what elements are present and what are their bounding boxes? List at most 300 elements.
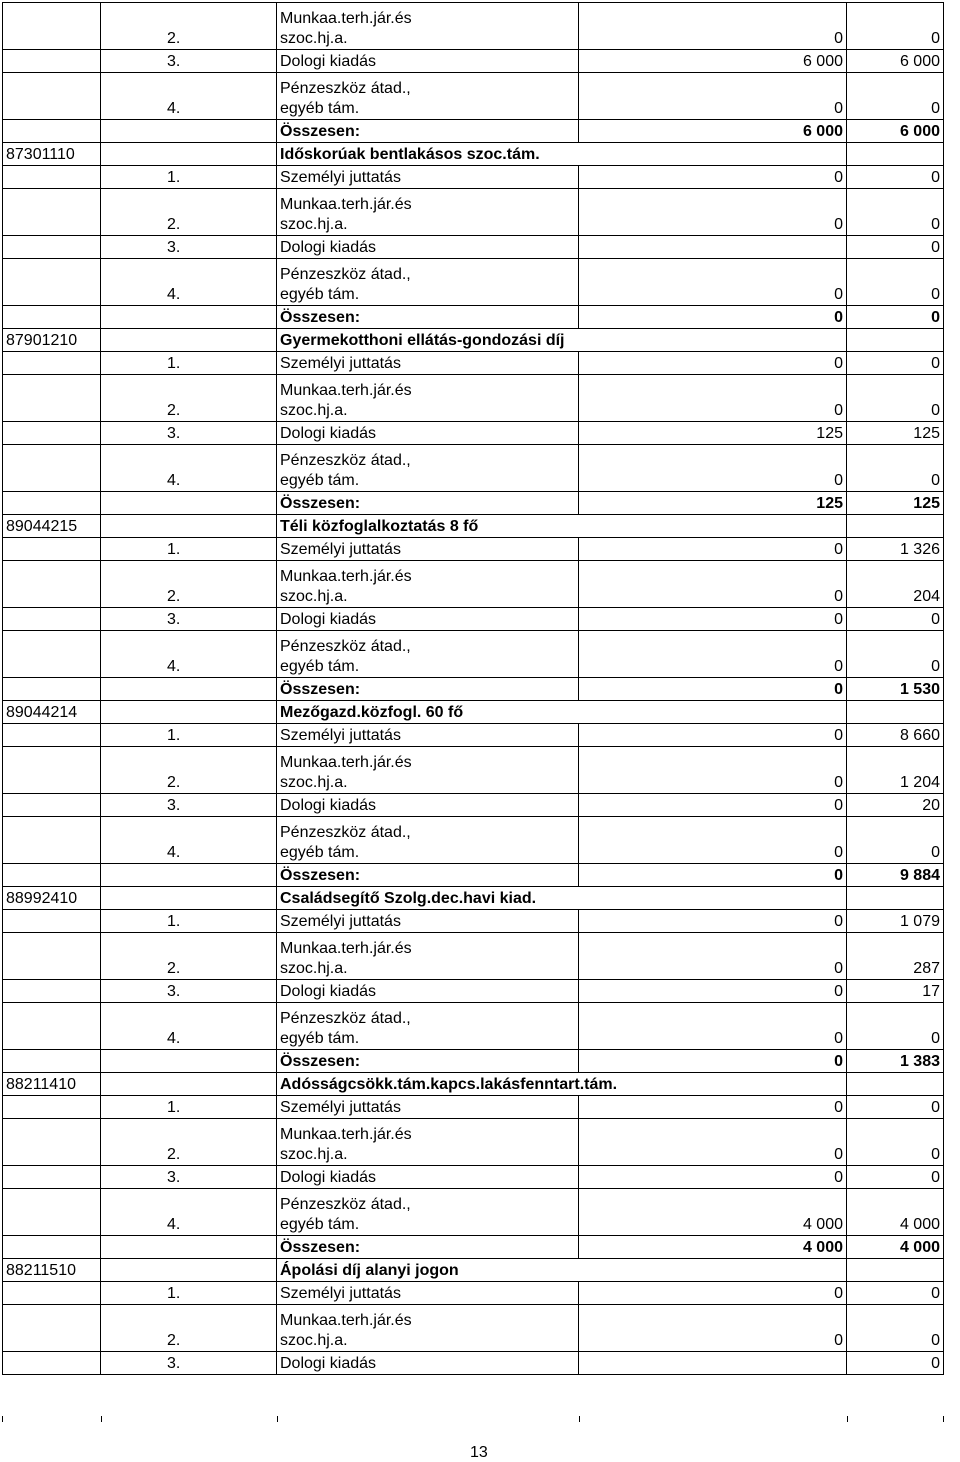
item-code bbox=[3, 794, 101, 817]
item-label bbox=[277, 445, 579, 492]
item-number bbox=[101, 1282, 277, 1305]
item-number-text: 2. bbox=[167, 588, 181, 605]
item-label bbox=[277, 73, 579, 120]
total-value-2: 1 530 bbox=[847, 678, 944, 701]
item-code bbox=[3, 50, 101, 73]
item-row bbox=[3, 794, 944, 817]
item-code bbox=[3, 747, 101, 794]
item-number bbox=[101, 1166, 277, 1189]
item-value-1: 0 bbox=[579, 561, 847, 608]
item-value-2: 0 bbox=[847, 259, 944, 306]
item-label-line: Munkaa.terh.jár.és bbox=[280, 568, 412, 585]
section-title: Családsegítő Szolg.dec.havi kiad. bbox=[277, 887, 847, 910]
item-row bbox=[3, 189, 944, 236]
item-code bbox=[3, 1096, 101, 1119]
item-value-1: 125 bbox=[579, 422, 847, 445]
item-value-2: 0 bbox=[847, 1166, 944, 1189]
item-number bbox=[101, 352, 277, 375]
item-code bbox=[3, 561, 101, 608]
item-code bbox=[3, 724, 101, 747]
section-code: 88211410 bbox=[3, 1073, 101, 1096]
item-value-1 bbox=[579, 236, 847, 259]
item-label bbox=[277, 538, 579, 561]
item-number bbox=[101, 747, 277, 794]
item-code bbox=[3, 166, 101, 189]
item-label bbox=[277, 1119, 579, 1166]
section-header-row bbox=[3, 1259, 944, 1282]
section-empty bbox=[847, 1259, 944, 1282]
item-value-1 bbox=[579, 1352, 847, 1375]
budget-table-body bbox=[3, 3, 944, 1375]
item-value-2: 0 bbox=[847, 1096, 944, 1119]
item-label-line: Munkaa.terh.jár.és bbox=[280, 1126, 412, 1143]
total-value-1: 125 bbox=[579, 492, 847, 515]
item-code bbox=[3, 1352, 101, 1375]
total-label: Összesen: bbox=[277, 1236, 579, 1259]
item-label bbox=[277, 259, 579, 306]
total-label: Összesen: bbox=[277, 1050, 579, 1073]
total-value-2: 0 bbox=[847, 306, 944, 329]
item-row bbox=[3, 1096, 944, 1119]
item-value-1: 0 bbox=[579, 352, 847, 375]
item-label-line: Munkaa.terh.jár.és bbox=[280, 754, 412, 771]
total-row bbox=[3, 1236, 944, 1259]
item-number bbox=[101, 50, 277, 73]
item-label-line: Személyi juttatás bbox=[280, 169, 401, 186]
item-code bbox=[3, 3, 101, 50]
item-row bbox=[3, 538, 944, 561]
item-label-line: Személyi juttatás bbox=[280, 1099, 401, 1116]
item-row bbox=[3, 1119, 944, 1166]
section-header-row bbox=[3, 701, 944, 724]
item-label bbox=[277, 1282, 579, 1305]
item-value-2: 8 660 bbox=[847, 724, 944, 747]
section-title: Mezőgazd.közfogl. 60 fő bbox=[277, 701, 847, 724]
item-code bbox=[3, 73, 101, 120]
item-value-2: 4 000 bbox=[847, 1189, 944, 1236]
item-value-1: 0 bbox=[579, 166, 847, 189]
item-value-1: 4 000 bbox=[579, 1189, 847, 1236]
item-value-1: 0 bbox=[579, 1119, 847, 1166]
item-value-2: 125 bbox=[847, 422, 944, 445]
item-label bbox=[277, 980, 579, 1003]
item-row bbox=[3, 73, 944, 120]
item-row bbox=[3, 1166, 944, 1189]
item-row bbox=[3, 422, 944, 445]
total-label: Összesen: bbox=[277, 306, 579, 329]
item-value-2: 1 079 bbox=[847, 910, 944, 933]
item-code bbox=[3, 1003, 101, 1050]
item-value-1: 0 bbox=[579, 538, 847, 561]
item-number-text: 1. bbox=[167, 541, 181, 558]
item-code bbox=[3, 608, 101, 631]
section-header-row bbox=[3, 1073, 944, 1096]
item-value-1: 0 bbox=[579, 747, 847, 794]
item-code bbox=[3, 1166, 101, 1189]
item-label-line: Személyi juttatás bbox=[280, 727, 401, 744]
item-value-2: 0 bbox=[847, 1282, 944, 1305]
item-label-line: szoc.hj.a. bbox=[280, 588, 348, 605]
item-code bbox=[3, 538, 101, 561]
item-label-line: szoc.hj.a. bbox=[280, 960, 348, 977]
item-number-text: 1. bbox=[167, 913, 181, 930]
item-label bbox=[277, 1189, 579, 1236]
item-number bbox=[101, 794, 277, 817]
table-continuation-stub bbox=[2, 1416, 944, 1422]
item-number-text: 3. bbox=[167, 983, 181, 1000]
item-number bbox=[101, 3, 277, 50]
item-number bbox=[101, 933, 277, 980]
item-number-text: 3. bbox=[167, 797, 181, 814]
item-label bbox=[277, 3, 579, 50]
item-label bbox=[277, 50, 579, 73]
item-label-line: egyéb tám. bbox=[280, 286, 360, 303]
item-label-line: Dologi kiadás bbox=[280, 1169, 377, 1186]
item-number-text: 2. bbox=[167, 30, 181, 47]
item-number bbox=[101, 166, 277, 189]
item-label-line: szoc.hj.a. bbox=[280, 216, 348, 233]
item-value-2: 0 bbox=[847, 236, 944, 259]
item-value-1: 6 000 bbox=[579, 50, 847, 73]
section-header-row bbox=[3, 887, 944, 910]
item-code bbox=[3, 1119, 101, 1166]
item-label-line: Pénzeszköz átad., bbox=[280, 266, 411, 283]
item-label-line: szoc.hj.a. bbox=[280, 30, 348, 47]
total-label: Összesen: bbox=[277, 120, 579, 143]
item-number bbox=[101, 445, 277, 492]
total-value-1: 0 bbox=[579, 306, 847, 329]
item-label-line: Dologi kiadás bbox=[280, 425, 377, 442]
section-empty bbox=[847, 143, 944, 166]
total-row bbox=[3, 1050, 944, 1073]
item-number-text: 4. bbox=[167, 286, 181, 303]
item-label-line: Személyi juttatás bbox=[280, 541, 401, 558]
section-header-row bbox=[3, 329, 944, 352]
item-label-line: szoc.hj.a. bbox=[280, 1332, 348, 1349]
item-number-text: 1. bbox=[167, 1285, 181, 1302]
item-number-text: 4. bbox=[167, 844, 181, 861]
item-label-line: Pénzeszköz átad., bbox=[280, 638, 411, 655]
total-spacer bbox=[101, 678, 277, 701]
total-spacer bbox=[101, 306, 277, 329]
item-number bbox=[101, 1096, 277, 1119]
total-value-1: 6 000 bbox=[579, 120, 847, 143]
item-number bbox=[101, 236, 277, 259]
item-number bbox=[101, 259, 277, 306]
item-label bbox=[277, 933, 579, 980]
item-number-text: 4. bbox=[167, 100, 181, 117]
item-label bbox=[277, 1305, 579, 1352]
item-number-text: 1. bbox=[167, 355, 181, 372]
item-label-line: Dologi kiadás bbox=[280, 53, 377, 70]
item-number-text: 2. bbox=[167, 402, 181, 419]
item-number-text: 1. bbox=[167, 727, 181, 744]
item-label-line: Pénzeszköz átad., bbox=[280, 80, 411, 97]
item-number bbox=[101, 73, 277, 120]
item-label-line: Munkaa.terh.jár.és bbox=[280, 196, 412, 213]
section-code: 89044215 bbox=[3, 515, 101, 538]
item-label-line: egyéb tám. bbox=[280, 658, 360, 675]
section-code: 87901210 bbox=[3, 329, 101, 352]
item-row bbox=[3, 3, 944, 50]
item-label-line: Dologi kiadás bbox=[280, 239, 377, 256]
item-number-text: 4. bbox=[167, 1030, 181, 1047]
section-spacer bbox=[101, 1259, 277, 1282]
section-title: Téli közfoglalkoztatás 8 fő bbox=[277, 515, 847, 538]
section-empty bbox=[847, 515, 944, 538]
item-code bbox=[3, 236, 101, 259]
section-header-row bbox=[3, 143, 944, 166]
item-value-2: 0 bbox=[847, 608, 944, 631]
item-value-1: 0 bbox=[579, 1282, 847, 1305]
item-value-1: 0 bbox=[579, 259, 847, 306]
total-value-2: 125 bbox=[847, 492, 944, 515]
item-row bbox=[3, 375, 944, 422]
section-spacer bbox=[101, 329, 277, 352]
item-label-line: Pénzeszköz átad., bbox=[280, 824, 411, 841]
item-label-line: Személyi juttatás bbox=[280, 355, 401, 372]
item-row bbox=[3, 933, 944, 980]
total-label: Összesen: bbox=[277, 678, 579, 701]
item-row bbox=[3, 747, 944, 794]
total-row bbox=[3, 678, 944, 701]
item-row bbox=[3, 50, 944, 73]
total-code bbox=[3, 678, 101, 701]
item-value-2: 0 bbox=[847, 352, 944, 375]
item-value-2: 0 bbox=[847, 73, 944, 120]
section-spacer bbox=[101, 701, 277, 724]
item-value-2: 0 bbox=[847, 445, 944, 492]
item-number bbox=[101, 1352, 277, 1375]
section-spacer bbox=[101, 1073, 277, 1096]
item-code bbox=[3, 910, 101, 933]
total-row bbox=[3, 492, 944, 515]
item-number bbox=[101, 724, 277, 747]
item-value-2: 0 bbox=[847, 1305, 944, 1352]
item-value-2: 0 bbox=[847, 166, 944, 189]
item-label bbox=[277, 1166, 579, 1189]
item-value-2: 6 000 bbox=[847, 50, 944, 73]
section-code: 88211510 bbox=[3, 1259, 101, 1282]
item-code bbox=[3, 933, 101, 980]
item-row bbox=[3, 259, 944, 306]
item-row bbox=[3, 631, 944, 678]
item-label bbox=[277, 1096, 579, 1119]
section-empty bbox=[847, 887, 944, 910]
item-number-text: 3. bbox=[167, 239, 181, 256]
item-label-line: Dologi kiadás bbox=[280, 1355, 377, 1372]
item-value-2: 1 326 bbox=[847, 538, 944, 561]
item-label-line: Személyi juttatás bbox=[280, 1285, 401, 1302]
item-value-2: 17 bbox=[847, 980, 944, 1003]
section-title: Időskorúak bentlakásos szoc.tám. bbox=[277, 143, 847, 166]
item-number-text: 3. bbox=[167, 611, 181, 628]
item-number bbox=[101, 1305, 277, 1352]
item-number-text: 2. bbox=[167, 216, 181, 233]
total-row bbox=[3, 120, 944, 143]
item-label-line: egyéb tám. bbox=[280, 844, 360, 861]
item-number bbox=[101, 1119, 277, 1166]
item-value-1: 0 bbox=[579, 794, 847, 817]
item-value-1: 0 bbox=[579, 73, 847, 120]
section-title: Adósságcsökk.tám.kapcs.lakásfenntart.tám. bbox=[277, 1073, 847, 1096]
item-label-line: Munkaa.terh.jár.és bbox=[280, 382, 412, 399]
item-value-1: 0 bbox=[579, 1096, 847, 1119]
item-label-line: Munkaa.terh.jár.és bbox=[280, 1312, 412, 1329]
item-number bbox=[101, 561, 277, 608]
item-row bbox=[3, 910, 944, 933]
item-label bbox=[277, 1003, 579, 1050]
item-number-text: 3. bbox=[167, 1355, 181, 1372]
section-spacer bbox=[101, 887, 277, 910]
item-label-line: Pénzeszköz átad., bbox=[280, 1196, 411, 1213]
page-number: 13 bbox=[470, 1444, 488, 1461]
total-code bbox=[3, 1236, 101, 1259]
section-empty bbox=[847, 1073, 944, 1096]
item-label bbox=[277, 910, 579, 933]
total-value-1: 4 000 bbox=[579, 1236, 847, 1259]
item-label bbox=[277, 724, 579, 747]
total-spacer bbox=[101, 492, 277, 515]
item-row bbox=[3, 724, 944, 747]
item-row bbox=[3, 561, 944, 608]
item-code bbox=[3, 375, 101, 422]
section-code: 88992410 bbox=[3, 887, 101, 910]
item-label bbox=[277, 631, 579, 678]
total-value-1: 0 bbox=[579, 1050, 847, 1073]
item-row bbox=[3, 1189, 944, 1236]
item-label-line: Pénzeszköz átad., bbox=[280, 1010, 411, 1027]
total-label: Összesen: bbox=[277, 864, 579, 887]
item-number bbox=[101, 980, 277, 1003]
item-number-text: 1. bbox=[167, 169, 181, 186]
item-label bbox=[277, 794, 579, 817]
item-row bbox=[3, 1003, 944, 1050]
item-number bbox=[101, 1003, 277, 1050]
item-label bbox=[277, 166, 579, 189]
item-label-line: Pénzeszköz átad., bbox=[280, 452, 411, 469]
item-value-1: 0 bbox=[579, 189, 847, 236]
total-row bbox=[3, 864, 944, 887]
item-number bbox=[101, 631, 277, 678]
section-code: 87301110 bbox=[3, 143, 101, 166]
item-value-1: 0 bbox=[579, 445, 847, 492]
item-value-1: 0 bbox=[579, 724, 847, 747]
item-code bbox=[3, 189, 101, 236]
item-code bbox=[3, 631, 101, 678]
section-spacer bbox=[101, 515, 277, 538]
total-code bbox=[3, 306, 101, 329]
total-value-1: 0 bbox=[579, 864, 847, 887]
item-code bbox=[3, 352, 101, 375]
item-number bbox=[101, 1189, 277, 1236]
total-row bbox=[3, 306, 944, 329]
item-number-text: 1. bbox=[167, 1099, 181, 1116]
item-row bbox=[3, 608, 944, 631]
item-number bbox=[101, 910, 277, 933]
item-code bbox=[3, 980, 101, 1003]
total-value-1: 0 bbox=[579, 678, 847, 701]
item-label bbox=[277, 422, 579, 445]
total-label: Összesen: bbox=[277, 492, 579, 515]
section-empty bbox=[847, 701, 944, 724]
total-spacer bbox=[101, 120, 277, 143]
item-value-2: 0 bbox=[847, 1003, 944, 1050]
section-code: 89044214 bbox=[3, 701, 101, 724]
item-number-text: 4. bbox=[167, 472, 181, 489]
item-row bbox=[3, 1282, 944, 1305]
item-number-text: 4. bbox=[167, 658, 181, 675]
item-value-1: 0 bbox=[579, 631, 847, 678]
item-code bbox=[3, 422, 101, 445]
item-row bbox=[3, 1352, 944, 1375]
item-number bbox=[101, 422, 277, 445]
item-value-1: 0 bbox=[579, 933, 847, 980]
item-label bbox=[277, 1352, 579, 1375]
item-number-text: 2. bbox=[167, 960, 181, 977]
total-spacer bbox=[101, 1050, 277, 1073]
item-number-text: 3. bbox=[167, 1169, 181, 1186]
item-value-2: 0 bbox=[847, 1119, 944, 1166]
section-header-row bbox=[3, 515, 944, 538]
item-number bbox=[101, 375, 277, 422]
total-value-2: 1 383 bbox=[847, 1050, 944, 1073]
item-label bbox=[277, 747, 579, 794]
item-number-text: 3. bbox=[167, 53, 181, 70]
item-value-2: 20 bbox=[847, 794, 944, 817]
section-title: Ápolási díj alanyi jogon bbox=[277, 1259, 847, 1282]
section-spacer bbox=[101, 143, 277, 166]
total-code bbox=[3, 864, 101, 887]
item-value-1: 0 bbox=[579, 1166, 847, 1189]
item-label-line: Dologi kiadás bbox=[280, 611, 377, 628]
item-number bbox=[101, 189, 277, 236]
item-number-text: 2. bbox=[167, 774, 181, 791]
item-label-line: Dologi kiadás bbox=[280, 797, 377, 814]
item-row bbox=[3, 817, 944, 864]
total-code bbox=[3, 492, 101, 515]
item-row bbox=[3, 236, 944, 259]
item-row bbox=[3, 445, 944, 492]
item-label-line: Dologi kiadás bbox=[280, 983, 377, 1000]
item-value-1: 0 bbox=[579, 608, 847, 631]
item-label-line: egyéb tám. bbox=[280, 472, 360, 489]
item-code bbox=[3, 259, 101, 306]
item-value-2: 0 bbox=[847, 631, 944, 678]
item-row bbox=[3, 352, 944, 375]
item-value-2: 0 bbox=[847, 375, 944, 422]
item-row bbox=[3, 980, 944, 1003]
item-label bbox=[277, 375, 579, 422]
item-value-1: 0 bbox=[579, 1305, 847, 1352]
total-code bbox=[3, 120, 101, 143]
total-value-2: 9 884 bbox=[847, 864, 944, 887]
total-value-2: 4 000 bbox=[847, 1236, 944, 1259]
item-value-2: 0 bbox=[847, 3, 944, 50]
item-label bbox=[277, 236, 579, 259]
item-label-line: Munkaa.terh.jár.és bbox=[280, 10, 412, 27]
item-value-2: 0 bbox=[847, 817, 944, 864]
item-value-1: 0 bbox=[579, 1003, 847, 1050]
item-label bbox=[277, 608, 579, 631]
item-label-line: Munkaa.terh.jár.és bbox=[280, 940, 412, 957]
item-number-text: 2. bbox=[167, 1332, 181, 1349]
item-number-text: 3. bbox=[167, 425, 181, 442]
item-value-1: 0 bbox=[579, 910, 847, 933]
item-number bbox=[101, 608, 277, 631]
item-code bbox=[3, 1282, 101, 1305]
item-label-line: egyéb tám. bbox=[280, 1030, 360, 1047]
